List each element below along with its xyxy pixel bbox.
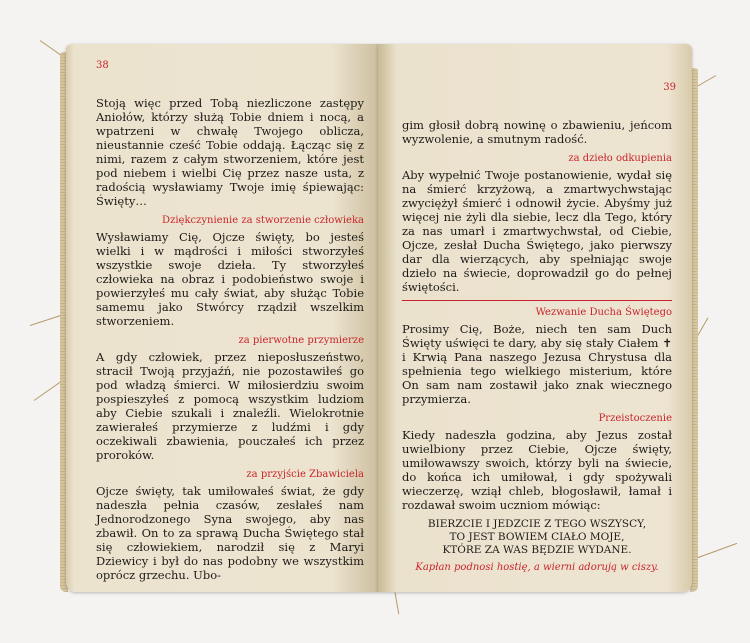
rubric: za przyjście Zbawiciela [246,469,364,480]
italic-rubric: Kapłan podnosi hostię, a wierni adorują w ciszy. [415,562,659,573]
paragraph: Kiedy nadeszła godzina, aby Jezus został uwielbiony przez Ciebie, Ojcze święty, umiłowawszy swoich, którzy byli na świecie, do końca ich umiłował, i gdy spożywali wieczerzę, wziął chleb, błogosławił, łamał i rozdawał swoim uczniom mówiąc: [402,428,672,512]
divider [402,300,672,301]
rubric: Przeistoczenie [598,413,672,424]
paragraph: Stoją więc przed Tobą niezliczone zastępy Aniołów, którzy służą Tobie dniem i nocą, a wpatrzeni w chwałę Twojego oblicza, nieustannie cześć Tobie oddają. Łącząc się z nimi, razem z całym stworzeniem, które jest pod niebem i wielbi Cię przez nasze usta, z radością wysławiamy Twoje imię śpiewając: Święty… [96,96,364,208]
rubric: za pierwotne przymierze [238,335,364,346]
consecration-words [402,518,672,557]
right-page-text [402,118,672,575]
paragraph: Ojcze święty, tak umiłowałeś świat, że gdy nadeszła pełnia czasów, zesłałeś nam Jednorodzonego Syna swojego, aby nas zbawił. On to za sprawą Ducha Świętego stał się człowiekiem, narodził się z Maryi Dziewicy i był do nas podobny we wszystkim oprócz grzechu. Ubo- [96,484,364,582]
paragraph: Wysławiamy Cię, Ojcze święty, bo jesteś wielki i w mądrości i miłości stworzyłeś wszystkie swoje dzieła. Ty stworzyłeś człowieka na obraz i podobieństwo swoje i powierzyłeś mu cały świat, aby służąc Tobie samemu jako Stwórcy rządził wszelkim stworzeniem. [96,230,364,328]
right-page [378,44,692,592]
rubric: za dzieło odkupienia [568,153,672,164]
rubric: Dziękczynienie za stworzenie człowieka [162,215,364,226]
rubric: Wezwanie Ducha Świętego [535,307,672,318]
thread-bottom [395,592,400,614]
paragraph: A gdy człowiek, przez nieposłuszeństwo, stracił Twoją przyjaźń, nie pozostawiłeś go pod władzą śmierci. W miłosierdziu swoim pospieszyłeś z pomocą wszystkim ludziom aby Ciebie szukali i znaleźli. Wielokrotnie zawierałeś przymierze z ludźmi i gdy oczekiwali zbawienia, pouczałeś ich przez proroków. [96,350,364,462]
left-page [66,44,378,592]
paragraph: Aby wypełnić Twoje postanowienie, wydał się na śmierć krzyżową, a zmartwychwstając zwyciężył śmierć i odnowił życie. Abyśmy już więcej nie żyli dla siebie, lecz dla Tego, który za nas umarł i zmartwychwstał, od Ciebie, Ojcze, zesłał Ducha Świętego, jako pierwszy dar dla wierzących, aby spełniając swoje dzieło na świecie, doprowadził go do pełnej świętości. [402,168,672,294]
left-page-text [96,96,364,588]
caps-line: KTÓRE ZA WAS BĘDZIE WYDANE. [442,544,632,556]
paragraph: Prosimy Cię, Boże, niech ten sam Duch Święty uświęci te dary, aby się stały Ciałem ✝ i Krwią Pana naszego Jezusa Chrystusa dla spełnienia tego wielkiego misterium, które On sam nam zostawił jako znak wiecznego przymierza. [402,322,672,406]
caps-line: BIERZCIE I JEDZCIE Z TEGO WSZYSCY, [427,518,647,530]
open-book [66,44,692,594]
page-number: 39 [663,82,676,93]
page-number: 38 [96,60,109,71]
paragraph: gim głosił dobrą nowinę o zbawieniu, jeńcom wyzwolenie, a smutnym radość. [402,118,672,146]
caps-line: TO JEST BOWIEM CIAŁO MOJE, [449,531,625,543]
